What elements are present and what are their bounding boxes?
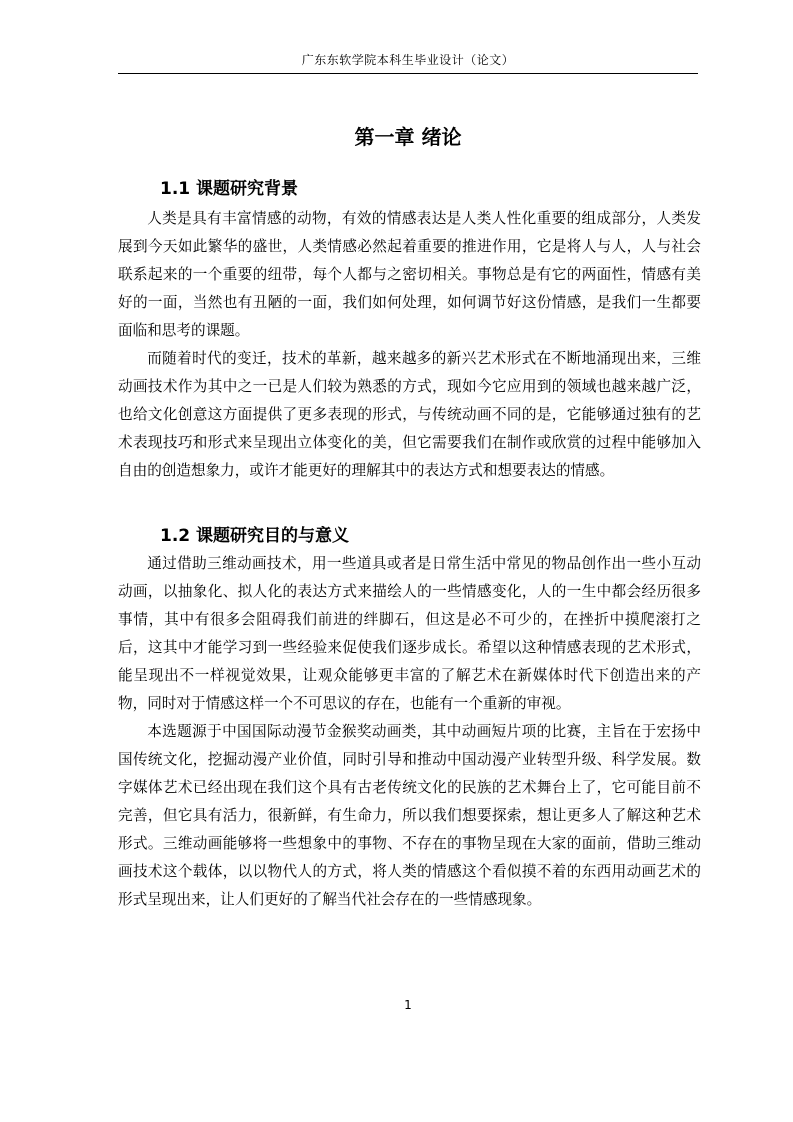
section-heading-purpose: 1.2 课题研究目的与意义	[160, 526, 350, 546]
chapter-title: 第一章 绪论	[354, 125, 462, 149]
header-divider	[118, 73, 698, 74]
paragraph: 人类是具有丰富情感的动物，有效的情感表达是人类人性化重要的组成部分，人类发展到今天如此繁华的盛世，人类情感必然起着重要的推进作用，它是将人与人，人与社会联系起来的一个重要的纽带，每个人都与之密切相关。事物总是有它的两面性，情感有美好的一面，当然也有丑陋的一面，我们如何处理，如何调节好这份情感，是我们一生都要面临和思考的课题。	[118, 210, 701, 339]
section-body-purpose	[118, 550, 701, 914]
paragraph: 通过借助三维动画技术，用一些道具或者是日常生活中常见的物品创作出一些小互动动画，以抽象化、拟人化的表达方式来描绘人的一些情感变化，人的一生中都会经历很多事情，其中有很多会阻碍我们前进的绊脚石，但这是必不可少的，在挫折中摸爬滚打之后，这其中才能学习到一些经验来促使我们逐步成长。希望以这种情感表现的艺术形式，能呈现出不一样视觉效果，让观众能够更丰富的了解艺术在新媒体时代下创造出来的产物，同时对于情感这样一个不可思议的存在，也能有一个重新的审视。	[118, 555, 701, 712]
running-header: 广东东软学院本科生毕业设计（论文）	[301, 53, 515, 67]
section-heading-background: 1.1 课题研究背景	[160, 179, 299, 199]
paragraph: 本选题源于中国国际动漫节金猴奖动画类，其中动画短片项的比赛，主旨在于宏扬中国传统文化，挖掘动漫产业价值，同时引导和推动中国动漫产业转型升级、科学发展。数字媒体艺术已经出现在我们这个具有古老传统文化的民族的艺术舞台上了，它可能目前不完善，但它具有活力，很新鲜，有生命力，所以我们想要探索，想让更多人了解这种艺术形式。三维动画能够将一些想象中的事物、不存在的事物呈现在大家的面前，借助三维动画技术这个载体，以以物代人的方式，将人类的情感这个看似摸不着的东西用动画艺术的形式呈现出来，让人们更好的了解当代社会存在的一些情感现象。	[118, 723, 701, 908]
paragraph: 而随着时代的变迁，技术的革新，越来越多的新兴艺术形式在不断地涌现出来，三维动画技术作为其中之一已是人们较为熟悉的方式，现如今它应用到的领域也越来越广泛，也给文化创意这方面提供了更多表现的形式，与传统动画不同的是，它能够通过独有的艺术表现技巧和形式来呈现出立体变化的美，但它需要我们在制作或欣赏的过程中能够加入自由的创造想象力，或许才能更好的理解其中的表达方式和想要表达的情感。	[118, 350, 701, 479]
page-number: 1	[404, 998, 412, 1012]
section-body-background	[118, 205, 701, 485]
